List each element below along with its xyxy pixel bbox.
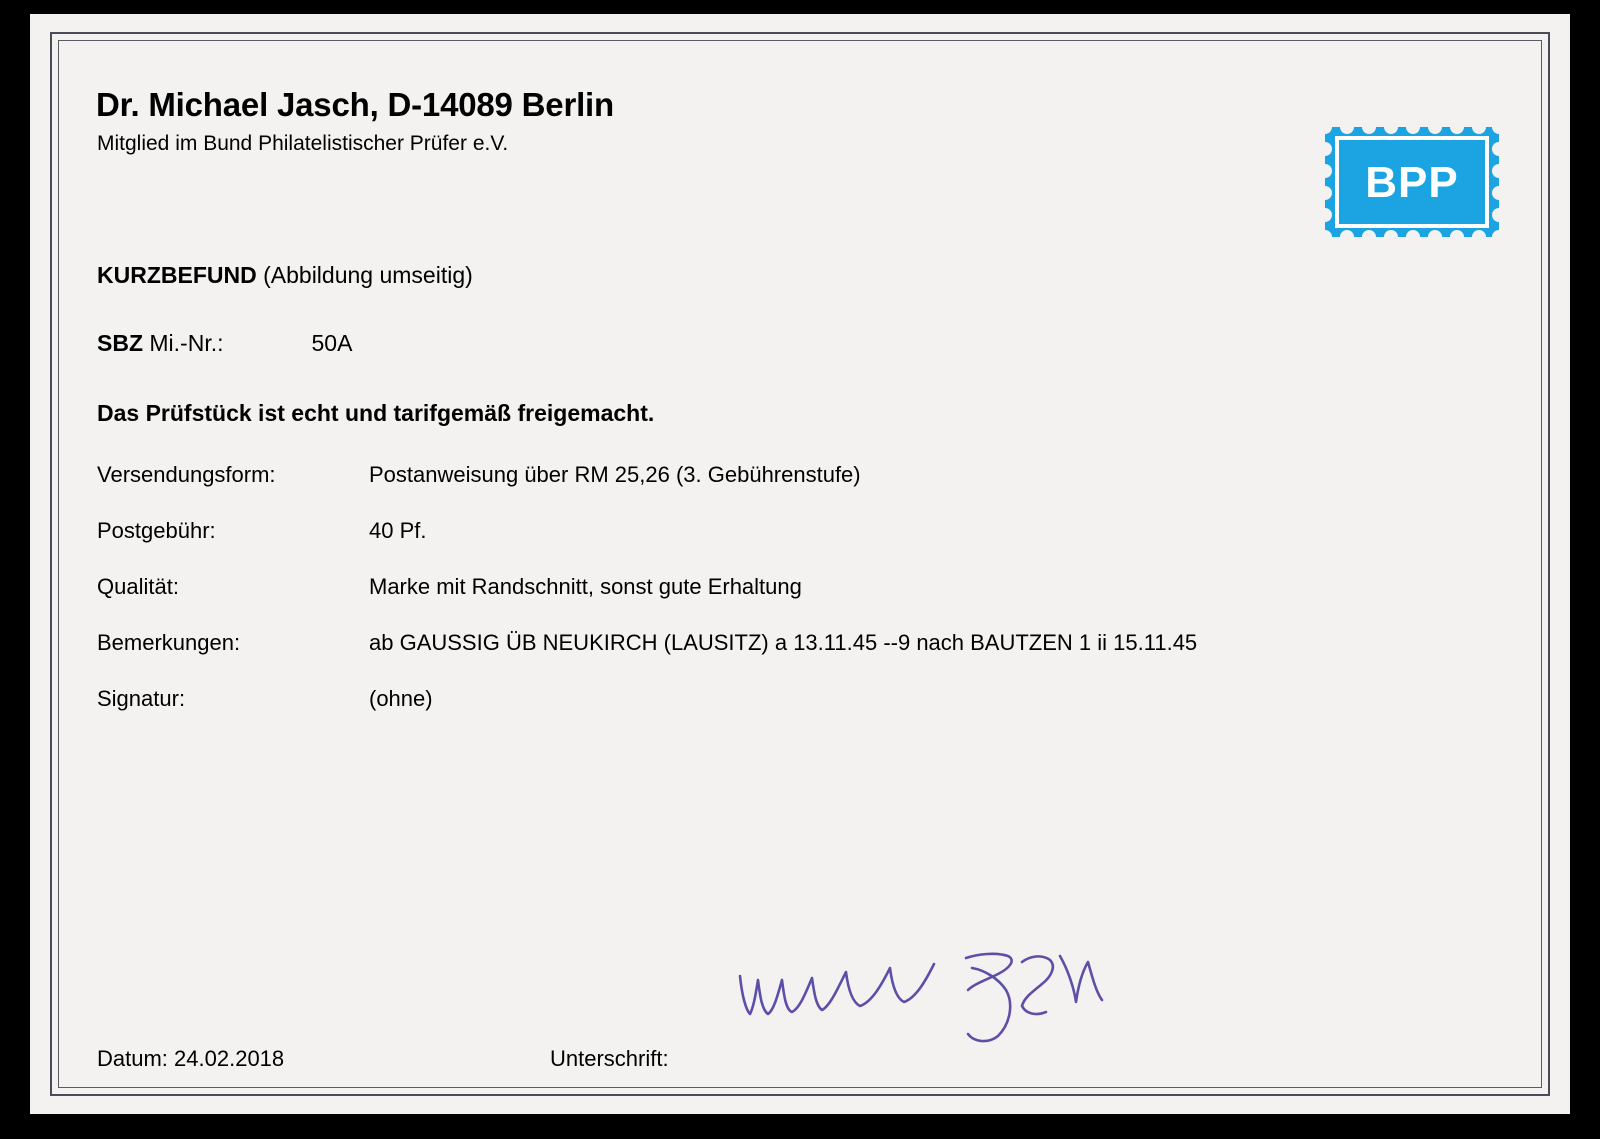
field-label: Bemerkungen: <box>97 630 241 655</box>
field-value: ab GAUSSIG ÜB NEUKIRCH (LAUSITZ) a 13.11.45 --9 nach BAUTZEN 1 ii 15.11.45 <box>369 630 1198 655</box>
field-row-bemerkungen <box>97 630 1387 686</box>
certificate-title-suffix: (Abbildung umseitig) <box>256 262 473 288</box>
field-row-postgebuehr <box>97 518 1387 574</box>
expert-name: Dr. Michael Jasch, D-14089 Berlin <box>96 86 614 123</box>
catalog-label-rest: Mi.-Nr.: <box>143 330 224 356</box>
expert-membership: Mitglied im Bund Philatelistischer Prüfer e.V. <box>97 132 509 155</box>
field-label: Postgebühr: <box>97 518 216 543</box>
date-value: 24.02.2018 <box>174 1046 285 1071</box>
signature-label: Unterschrift: <box>550 1046 669 1071</box>
svg-text:BPP: BPP <box>1365 158 1459 207</box>
field-row-signatur <box>97 686 1387 742</box>
catalog-number-row <box>97 330 352 357</box>
date-label: Datum: <box>97 1046 168 1071</box>
field-value: (ohne) <box>369 686 433 711</box>
date-row <box>97 1046 284 1072</box>
catalog-label-bold: SBZ <box>97 330 143 356</box>
field-value: Marke mit Randschnitt, sonst gute Erhaltung <box>369 574 802 599</box>
certificate-scan <box>30 14 1570 1114</box>
field-label: Signatur: <box>97 686 186 711</box>
field-list <box>97 462 1387 742</box>
field-value: Postanweisung über RM 25,26 (3. Gebührenstufe) <box>369 462 861 487</box>
catalog-value: 50A <box>311 330 353 356</box>
field-value: 40 Pf. <box>369 518 427 543</box>
bpp-stamp-icon <box>1316 118 1508 246</box>
certificate-title-main: KURZBEFUND <box>97 262 257 288</box>
field-label: Qualität: <box>97 574 179 599</box>
authenticity-statement: Das Prüfstück ist echt und tarifgemäß freigemacht. <box>97 400 655 426</box>
field-row-versendungsform <box>97 462 1387 518</box>
field-label: Versendungsform: <box>97 462 276 487</box>
field-row-qualitaet <box>97 574 1387 630</box>
certificate-title <box>97 262 473 289</box>
